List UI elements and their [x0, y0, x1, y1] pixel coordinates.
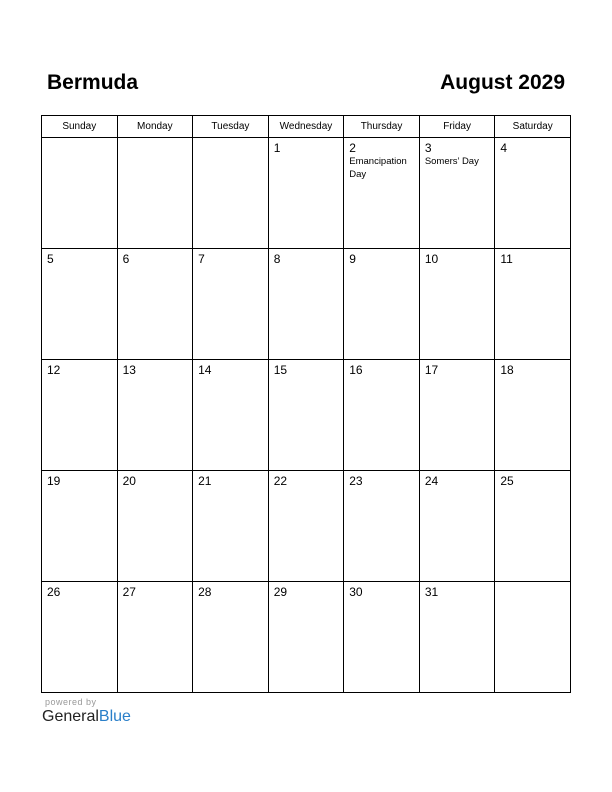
day-cell [193, 249, 269, 360]
day-cell [117, 138, 193, 249]
day-number: 15 [273, 363, 288, 377]
day-cell [268, 360, 344, 471]
week-row [42, 582, 571, 693]
day-number: 7 [198, 252, 205, 266]
country-title: Bermuda [47, 71, 139, 94]
brand-blue: Blue [98, 708, 131, 725]
day-cell [268, 138, 344, 249]
day-cell [419, 360, 495, 471]
day-number [118, 138, 193, 141]
day-number: 31 [424, 585, 439, 599]
powered-by-text: powered by [45, 697, 97, 707]
day-cell [495, 582, 571, 693]
day-number: 28 [198, 585, 212, 599]
day-cell [42, 582, 118, 693]
week-row [42, 471, 571, 582]
day-cell [268, 471, 344, 582]
week-row [42, 360, 571, 471]
day-number: 8 [273, 252, 281, 266]
day-cell [344, 582, 420, 693]
day-cell [344, 249, 420, 360]
day-cell [42, 471, 118, 582]
day-number: 13 [122, 363, 136, 377]
day-cell [495, 360, 571, 471]
day-cell [495, 471, 571, 582]
day-number: 19 [47, 474, 61, 488]
day-cell [42, 249, 118, 360]
day-number: 23 [349, 474, 363, 488]
holiday-label: Somers’ Day [424, 156, 479, 167]
day-cell [117, 360, 193, 471]
day-cell [419, 249, 495, 360]
day-number: 14 [198, 363, 212, 377]
day-number: 4 [500, 141, 508, 155]
day-number: 2 [349, 141, 356, 155]
day-cell [117, 249, 193, 360]
brand-general: General [42, 708, 99, 725]
day-cell [495, 249, 571, 360]
day-number [193, 138, 268, 141]
day-number [495, 582, 570, 585]
day-cell [117, 582, 193, 693]
weekday-monday: Monday [117, 116, 193, 138]
weekday-wednesday: Wednesday [268, 116, 344, 138]
day-number: 3 [424, 141, 432, 155]
calendar-grid [41, 115, 571, 693]
day-cell [419, 471, 495, 582]
day-number: 21 [198, 474, 212, 488]
day-number: 16 [349, 363, 363, 377]
day-number: 29 [273, 585, 288, 599]
day-number: 1 [273, 141, 281, 155]
holiday-label: Emancipation Day [349, 156, 407, 180]
day-number: 20 [122, 474, 136, 488]
day-number: 11 [500, 252, 513, 266]
weekday-tuesday: Tuesday [193, 116, 269, 138]
day-number: 12 [47, 363, 61, 377]
weekday-saturday: Saturday [495, 116, 571, 138]
day-cell [193, 582, 269, 693]
generalblue-logo [42, 708, 131, 726]
day-number: 5 [47, 252, 54, 266]
month-title: August 2029 [440, 71, 565, 94]
day-cell [268, 582, 344, 693]
day-number: 27 [122, 585, 136, 599]
day-number: 30 [349, 585, 363, 599]
week-row [42, 138, 571, 249]
week-row [42, 249, 571, 360]
weekday-friday: Friday [419, 116, 495, 138]
day-number: 22 [273, 474, 288, 488]
day-number: 18 [500, 363, 514, 377]
weekday-thursday: Thursday [344, 116, 420, 138]
day-cell [495, 138, 571, 249]
day-cell [344, 138, 420, 249]
day-cell [344, 471, 420, 582]
day-number: 6 [122, 252, 130, 266]
day-cell [42, 360, 118, 471]
day-number: 26 [47, 585, 61, 599]
day-cell [193, 138, 269, 249]
weekday-header-row [42, 116, 571, 138]
day-cell [193, 360, 269, 471]
day-number [42, 138, 117, 141]
day-number: 17 [424, 363, 439, 377]
day-cell [419, 138, 495, 249]
day-cell [344, 360, 420, 471]
day-cell [419, 582, 495, 693]
day-cell [193, 471, 269, 582]
weekday-sunday: Sunday [42, 116, 118, 138]
day-cell [268, 249, 344, 360]
day-number: 24 [424, 474, 439, 488]
day-cell [42, 138, 118, 249]
day-number: 25 [500, 474, 514, 488]
day-number: 9 [349, 252, 356, 266]
day-cell [117, 471, 193, 582]
day-number: 10 [424, 252, 439, 266]
